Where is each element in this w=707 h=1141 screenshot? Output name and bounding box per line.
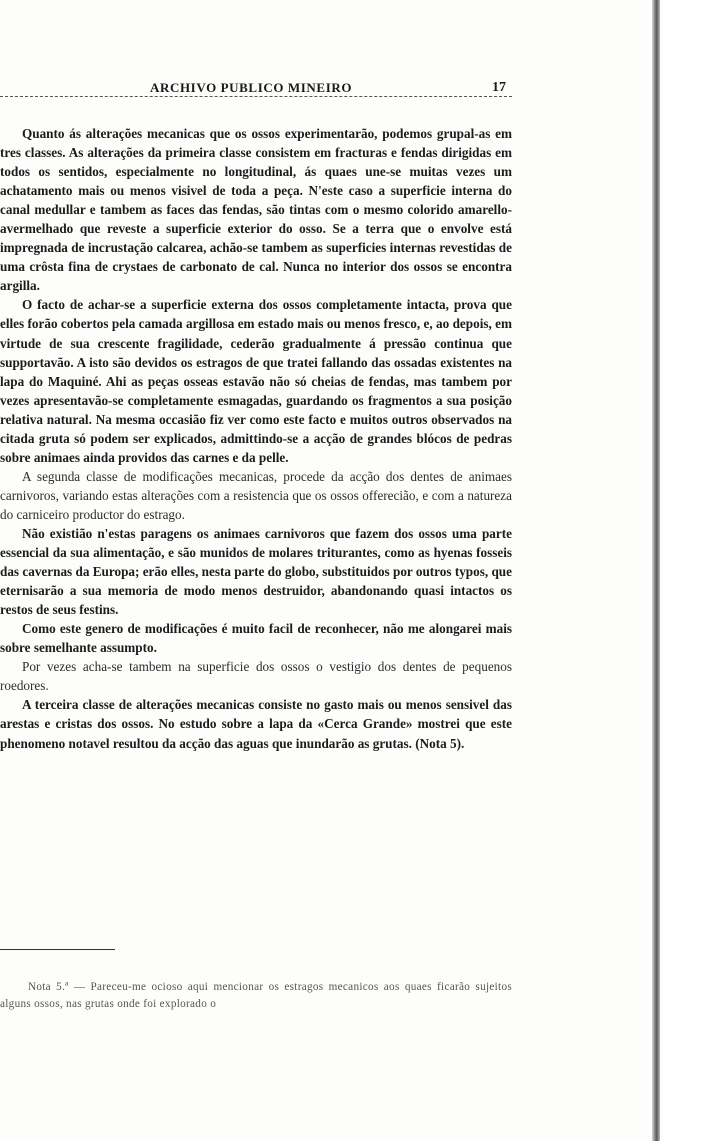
paragraph-2: O facto de achar-se a superficie externa dos ossos completamente intacta, prova que elles forão cobertos pela camada argillosa em estado mais ou menos fresco, e, ao depois, em virtude de sua crescente fragilidade, cederão gradualmente á pressão continua que supportavão. A isto são devidos os estragos de que tratei fallando das ossadas existentes na lapa do Maquiné. Ahi as peças osseas estavão não só cheias de fendas, mas tambem por vezes apresentavão-se completamente esmagadas, guardando os fragmentos a sua posição relativa natural. Na mesma occasião fiz ver como este facto e muitos outros observados na citada gruta só podem ser explicados, admittindo-se a acção de grandes blócos de pedras sobre animaes ainda providos das carnes e da pelle. <box>0 297 512 465</box>
paragraph-7: A terceira classe de alterações mecanicas consiste no gasto mais ou menos sensivel das arestas e cristas dos ossos. No estudo sobre a lapa da «Cerca Grande» mostrei que este phenomeno notavel resultou da acção das aguas que inundarão as grutas. (Nota 5). <box>0 697 512 751</box>
paragraph-3: A segunda classe de modificações mecanicas, procede da acção dos dentes de animaes carnivoros, variando estas alterações com a resistencia que os ossos offerecião, e com a natureza do carniceiro productor do estrago. <box>0 468 512 522</box>
footnote-rule <box>0 949 115 950</box>
paragraph-6: Por vezes acha-se tambem na superficie dos ossos o vestigio dos dentes de pequenos roedores. <box>0 659 512 694</box>
binding-strip <box>652 0 660 1141</box>
body-text <box>0 124 512 753</box>
paragraph-5: Como este genero de modificações é muito facil de reconhecer, não me alongarei mais sobre semelhante assumpto. <box>0 621 512 656</box>
paragraph-4: Não existião n'estas paragens os animaes carnivoros que fazem dos ossos uma parte essencial da sua alimentação, e são munidos de molares triturantes, como as hyenas fosseis das cavernas da Europa; erão elles, nesta parte do globo, substituidos por outros typos, que eternisarão a sua memoria de modo menos destruidor, abandonando quasi intactos os restos de seus festins. <box>0 525 512 618</box>
paragraph-1: Quanto ás alterações mecanicas que os ossos experimentarão, podemos grupal-as em tres classes. As alterações da primeira classe consistem em fracturas e fendas dirigidas em todos os sentidos, especialmente no longitudinal, ás quaes une-se muitas vezes um achatamento mais ou menos visivel de toda a peça. N'este caso a superficie interna do canal medullar e tambem as faces das fendas, são tintas com o mesmo colorido amarello-avermelhado que reveste a superficie exterior do osso. Se a terra que o envolve está impregnada de incrustação calcarea, achão-se tambem as superficies internas revestidas de uma crôsta fina de crystaes de carbonato de cal. Nunca no interior dos ossos se encontra argilla. <box>0 126 512 294</box>
running-title: ARCHIVO PUBLICO MINEIRO <box>150 80 353 95</box>
page-header <box>0 80 520 100</box>
header-rule <box>0 96 512 97</box>
footnote: Nota 5.ª — Pareceu-me ocioso aqui mencionar os estragos mecanicos aos quaes ficarão sujeitos alguns ossos, nas grutas onde foi explorado o <box>0 981 512 1011</box>
page-number: 17 <box>492 80 506 95</box>
page-margin <box>664 0 707 1141</box>
